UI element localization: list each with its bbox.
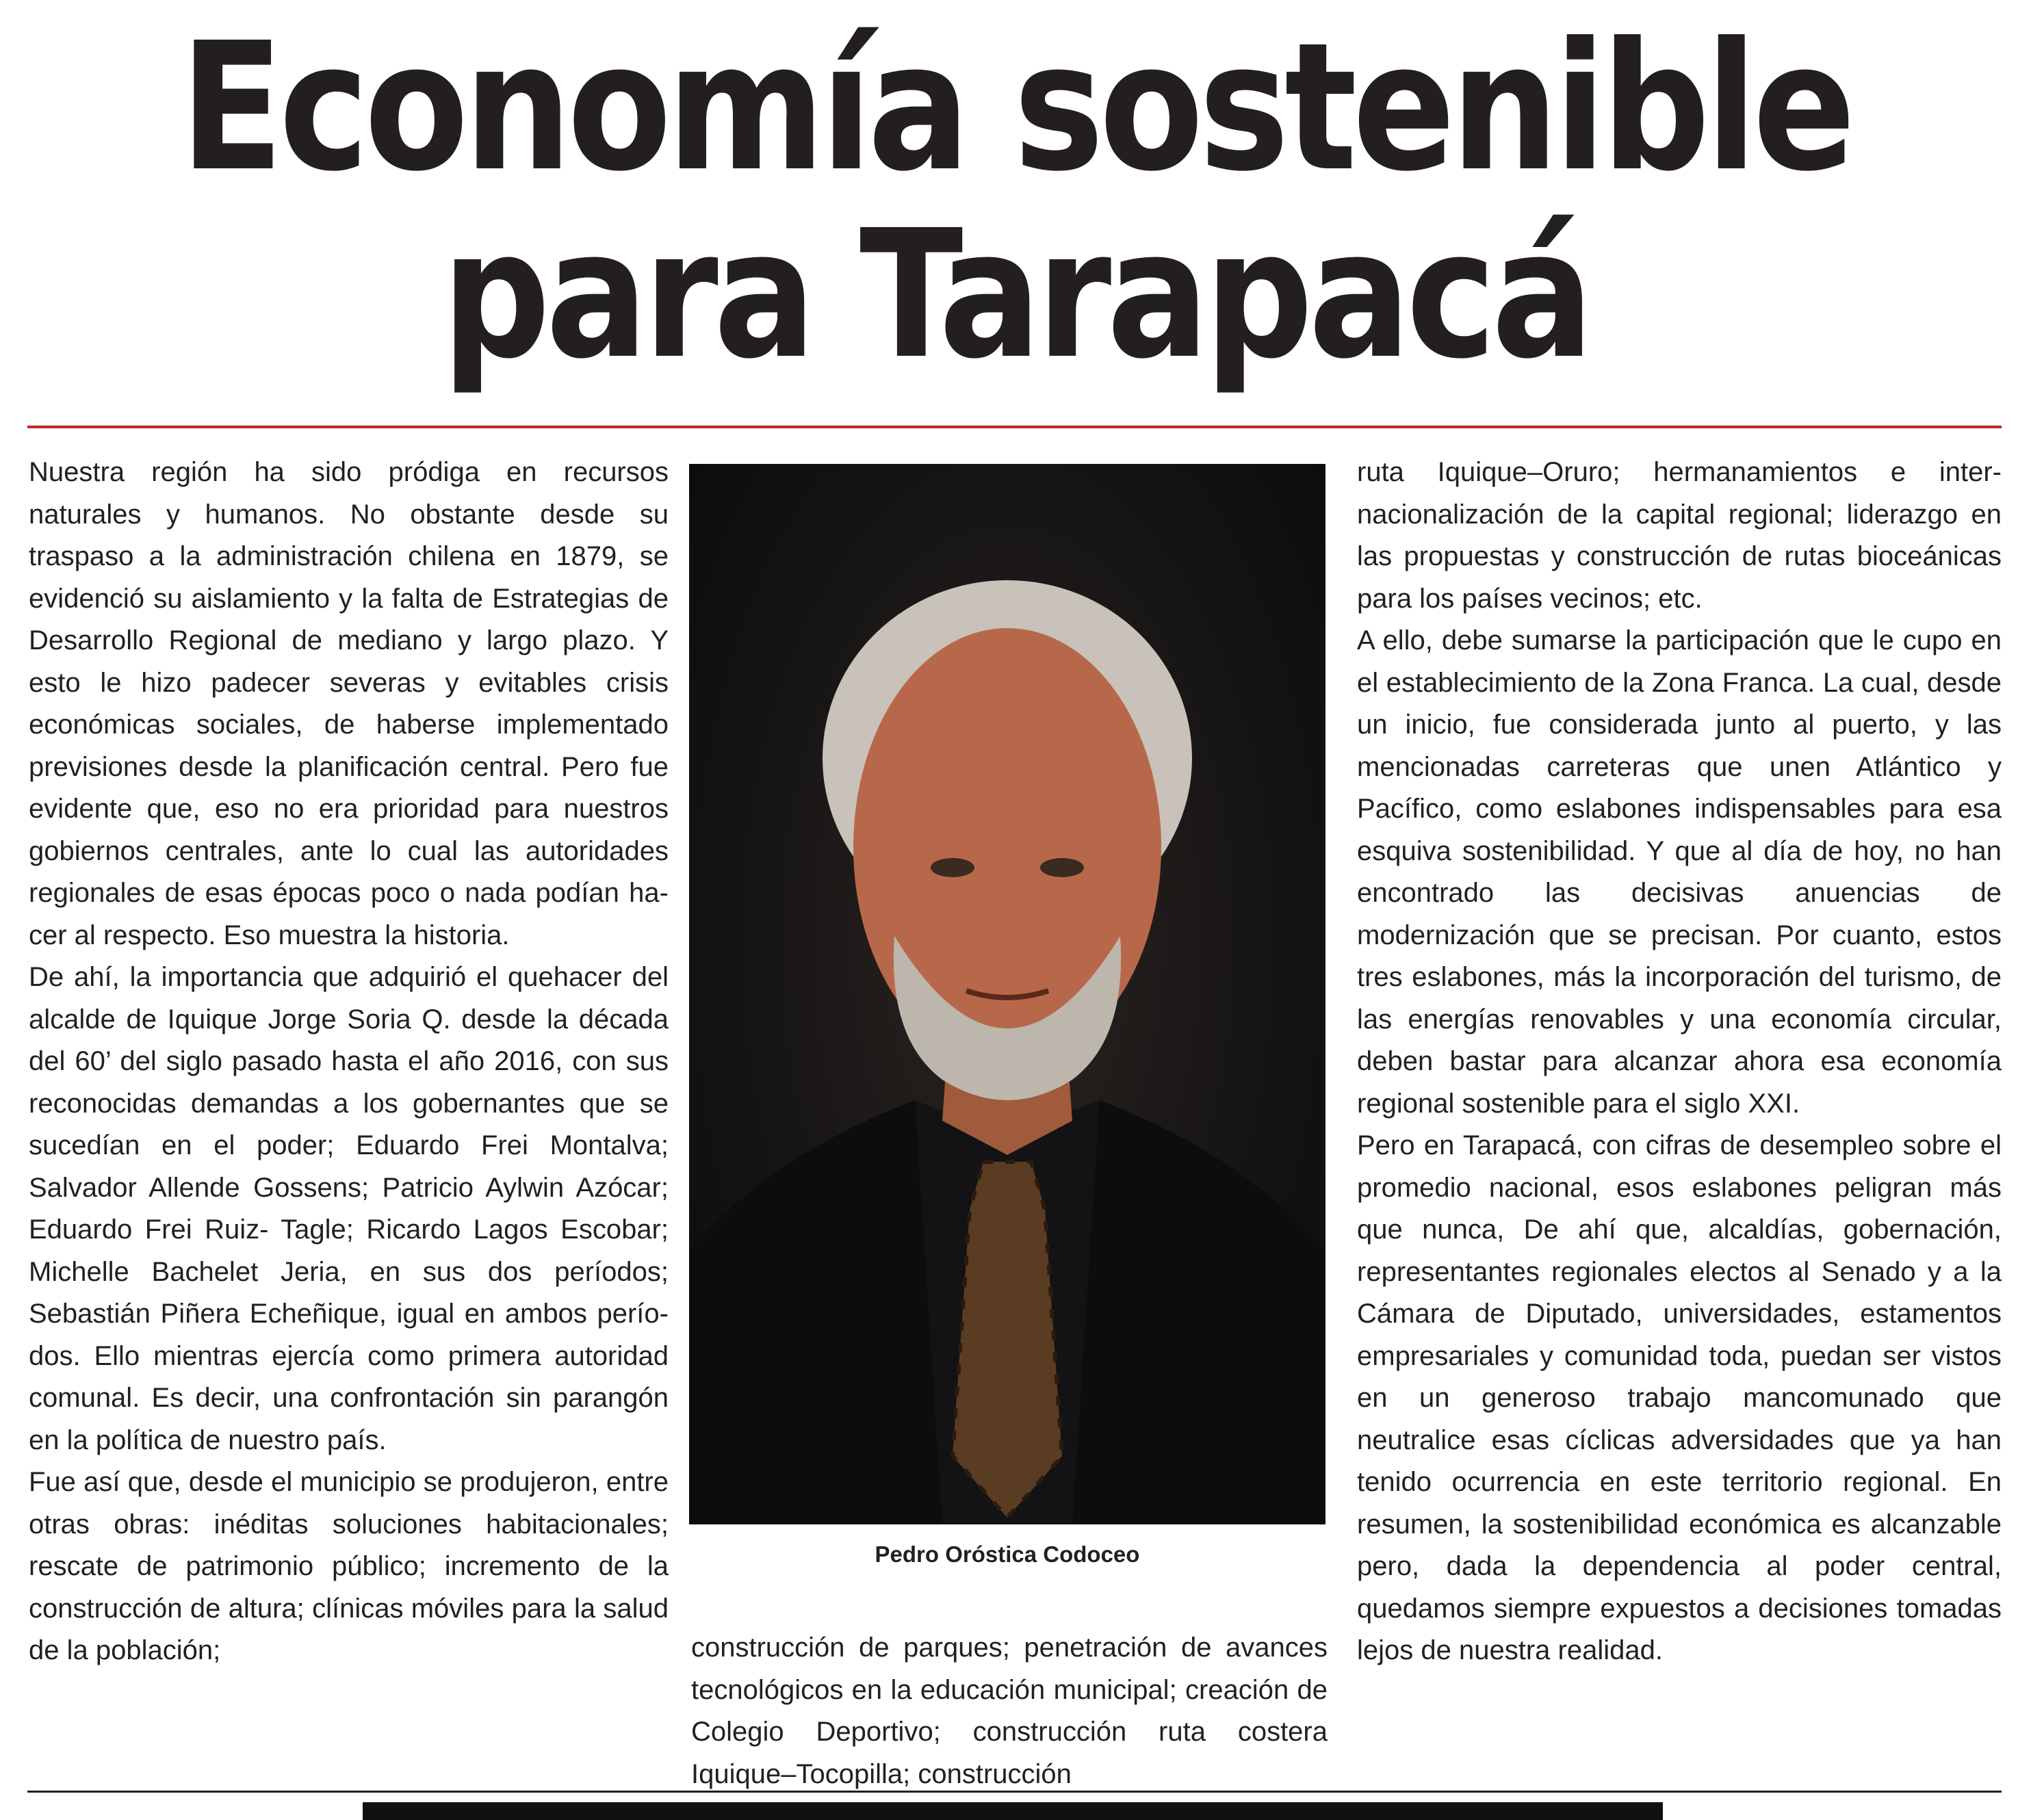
headline-line-2: para Tarapacá	[441, 192, 1590, 398]
footer-bar	[363, 1802, 1663, 1820]
paragraph: A ello, debe sumarse la participación que le cupo en el establecimiento de la Zona Franca. La cual, desde un inicio, fue considerada junto al puerto, y las mencionadas carreteras que unen Atlántico y Pacífico, como eslabones indispensables para esa esquiva sostenibilidad. Y que al día de hoy, no han encontrado las decisivas anuencias de modernización que se precisan. Por cuanto, estos tres eslabones, más la incorporación del turismo, de las energías renovables y una economía circular, deben bastar para alcanzar ahora esa economía regional sostenible para el siglo XXI.	[1357, 625, 2002, 1119]
article-column-right	[1357, 452, 2002, 1672]
paragraph: Pero en Tarapacá, con cifras de desempleo sobre el promedio nacional, esos eslabones peligran más que nunca, De ahí que, alcaldías, gobernación, representantes regionales electos al Senado y a la Cámara de Diputado, universidades, estamentos empresariales y comunidad toda, puedan ser vistos en un generoso trabajo mancomunado que neutralice esas cíclicas adversidades que ya han tenido ocurrencia en este territorio regional. En resumen, la sostenibilidad económica es alcanzable pero, dada la dependencia al poder central, quedamos siempre expuestos a decisiones tomadas lejos de nuestra realidad.	[1357, 1130, 2002, 1665]
paragraph: De ahí, la importancia que adquirió el quehacer del alcalde de Iquique Jorge Soria Q. desde la década del 60’ del siglo pasado hasta el año 2016, con sus reconocidas demandas a los gobernantes que se sucedían en el poder; Eduardo Frei Montalva; Salvador Allende Gossens; Patricio Aylwin Azócar; Eduardo Frei Ruiz- Tagle; Ricardo Lagos Escobar; Michelle Bachelet Jeria, en sus dos períodos; Sebastián Piñera Echeñique, igual en ambos períodos. Ello mientras ejercía como primera autoridad comunal. Es decir, una confrontación sin parangón en la política de nuestro país.	[29, 962, 669, 1455]
headline-divider	[27, 426, 2002, 428]
paragraph: ruta Iquique–Oruro; hermanamientos e internacionalización de la capital regional; liderazgo en las propuestas y construcción de rutas bioceánicas para los países vecinos; etc.	[1357, 457, 2002, 614]
paragraph: Nuestra región ha sido pródiga en recursos naturales y humanos. No obstante desde su traspaso a la administración chilena en 1879, se evidenció su aislamiento y la falta de Estrategias de Desarrollo Regional de mediano y largo plazo. Y esto le hizo padecer severas y evitables crisis económicas sociales, de haberse implementado previsiones desde la planificación central. Pero fue evidente que, eso no era prioridad para nuestros gobiernos centrales, ante lo cual las autoridades regionales de esas épocas poco o nada podían hacer al respecto. Eso muestra la historia.	[29, 457, 669, 950]
portrait-illustration	[689, 464, 1325, 1524]
photo-caption: Pedro Oróstica Codoceo	[875, 1542, 1140, 1567]
article-column-middle	[691, 1627, 1328, 1795]
paragraph: construcción de parques; penetración de avances tecnológicos en la educación municipal; creación de Colegio Deportivo; construcción ruta costera Iquique–Tocopilla; construcción	[691, 1633, 1328, 1789]
footer-divider	[27, 1791, 2002, 1793]
headline-line-1: Economía sostenible	[180, 5, 1851, 210]
portrait-photo-icon	[689, 464, 1325, 1524]
headline	[142, 5, 1889, 398]
paragraph: Fue así que, desde el municipio se produjeron, entre otras obras: inéditas soluciones habitacionales; rescate de patrimonio público; incremento de la construcción de altura; clínicas móviles para la salud de la población;	[29, 1467, 669, 1665]
article-column-left	[29, 452, 669, 1820]
